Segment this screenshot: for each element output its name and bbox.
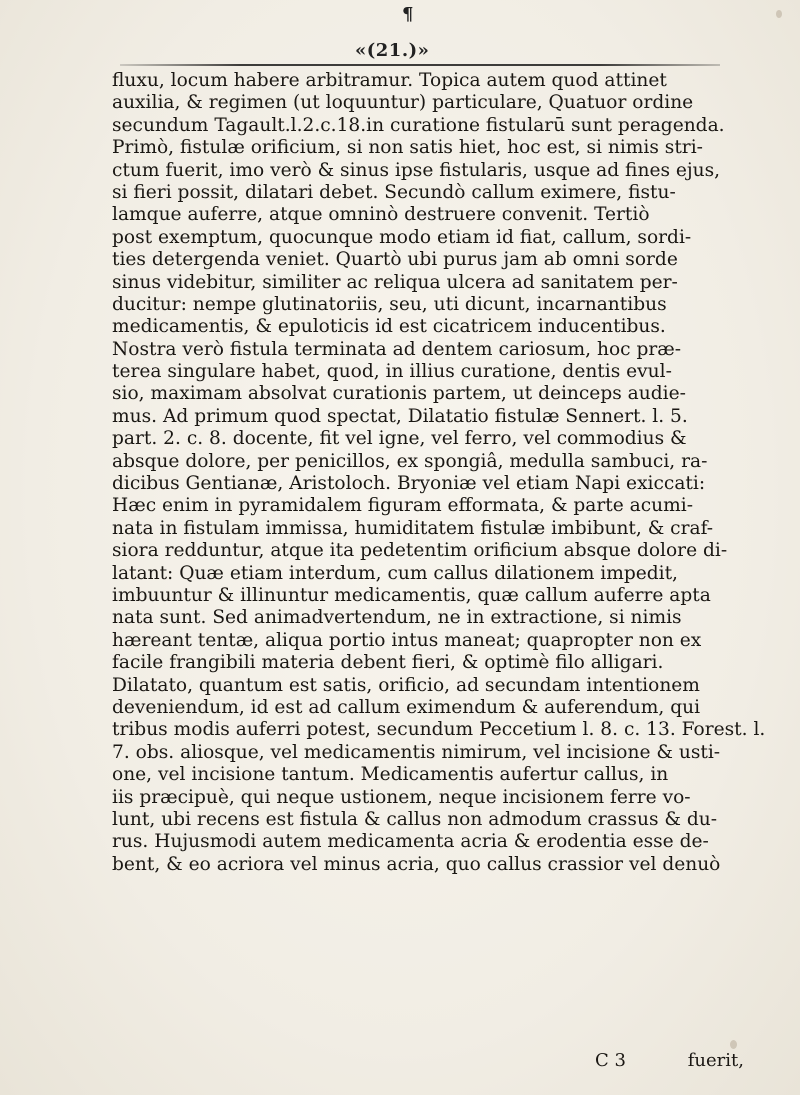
text-line-30: tribus modis auferri potest, secundum Peccetium l. 8. c. 13. Forest. l. [112,719,766,741]
text-line-20: Hæc enim in pyramidalem figuram efformata, & parte acumi- [112,495,694,517]
text-line-11: ducitur: nempe glutinatoriis, seu, uti dicunt, incarnantibus [112,293,667,315]
text-line-3: secundum Tagault.l.2.c.18.in curatione fistularū sunt peragenda. [112,114,725,136]
header-rule [120,64,720,66]
text-line-18: absque dolore, per penicillos, ex spongiâ, medulla sambuci, ra- [112,450,708,472]
text-line-28: Dilatato, quantum est satis, orificio, ad secundam intentionem [112,674,700,696]
text-line-14: terea singulare habet, quod, in illius curatione, dentis evul- [112,361,672,383]
text-line-17: part. 2. c. 8. docente, fit vel igne, vel ferro, vel commodius & [112,428,687,450]
text-line-5: ctum fuerit, imo verò & sinus ipse fistularis, usque ad fines ejus, [112,159,721,181]
page-number: «(21.)» [355,40,430,61]
text-line-31: 7. obs. aliosque, vel medicamentis nimirum, vel incisione & usti- [112,741,721,763]
text-line-19: dicibus Gentianæ, Aristoloch. Bryoniæ vel etiam Napi exiccati: [112,473,706,495]
text-line-25: nata sunt. Sed animadvertendum, ne in extractione, si nimis [112,607,682,629]
text-line-10: sinus videbitur, similiter ac reliqua ulcera ad sanitatem per- [112,271,678,293]
text-line-6: si fieri possit, dilatari debet. Secundò callum eximere, fistu- [112,181,676,203]
text-line-16: mus. Ad primum quod spectat, Dilatatio fistulæ Sennert. l. 5. [112,405,688,427]
text-line-23: latant: Quæ etiam interdum, cum callus dilationem impedit, [112,562,678,584]
text-line-12: medicamentis, & epuloticis id est cicatricem inducentibus. [112,316,666,338]
text-line-34: lunt, ubi recens est fistula & callus non admodum crassus & du- [112,808,718,830]
text-line-22: siora redduntur, atque ita pedetentim orificium absque dolore di- [112,540,728,562]
text-line-1: fluxu, locum habere arbitramur. Topica autem quod attinet [112,70,667,91]
paper-stain [776,10,782,18]
catchword: fuerit, [687,1050,744,1071]
text-line-13: Nostra verò fistula terminata ad dentem cariosum, hoc præ- [112,338,682,360]
text-line-4: Primò, fistulæ orificium, si non satis hiet, hoc est, si nimis stri- [112,137,703,159]
text-line-35: rus. Hujusmodi autem medicamenta acria & erodentia esse de- [112,831,709,853]
text-line-9: ties detergenda veniet. Quartò ubi purus jam ab omni sorde [112,249,678,271]
text-line-7: lamque auferre, atque omninò destruere convenit. Tertiò [112,204,650,226]
text-line-27: facile frangibili materia debent fieri, & optimè filo alligari. [112,652,664,674]
text-line-8: post exemptum, quocunque modo etiam id fiat, callum, sordi- [112,226,692,248]
text-line-21: nata in fistulam immissa, humiditatem fistulæ imbibunt, & craf- [112,517,714,539]
text-line-33: iis præcipuè, qui neque ustionem, neque incisionem ferre vo- [112,786,691,808]
signature-mark: C 3 [595,1050,626,1071]
text-line-24: imbuuntur & illinuntur medicamentis, quæ callum auferre apta [112,584,711,606]
text-line-29: deveniendum, id est ad callum eximendum & auferendum, qui [112,696,701,718]
text-line-36: bent, & eo acriora vel minus acria, quo callus crassior vel denuò [112,853,721,875]
body-text [112,70,766,876]
text-line-26: hæreant tentæ, aliqua portio intus maneat; quapropter non ex [112,629,702,651]
text-line-15: sio, maximam absolvat curationis partem, ut deinceps audie- [112,383,686,405]
text-line-32: one, vel incisione tantum. Medicamentis aufertur callus, in [112,764,669,786]
text-line-2: auxilia, & regimen (ut loquuntur) particulare, Quatuor ordine [112,92,694,114]
page-footer [595,1050,744,1071]
corner-mark: ¶ [402,4,414,25]
paper-stain [730,1040,737,1049]
